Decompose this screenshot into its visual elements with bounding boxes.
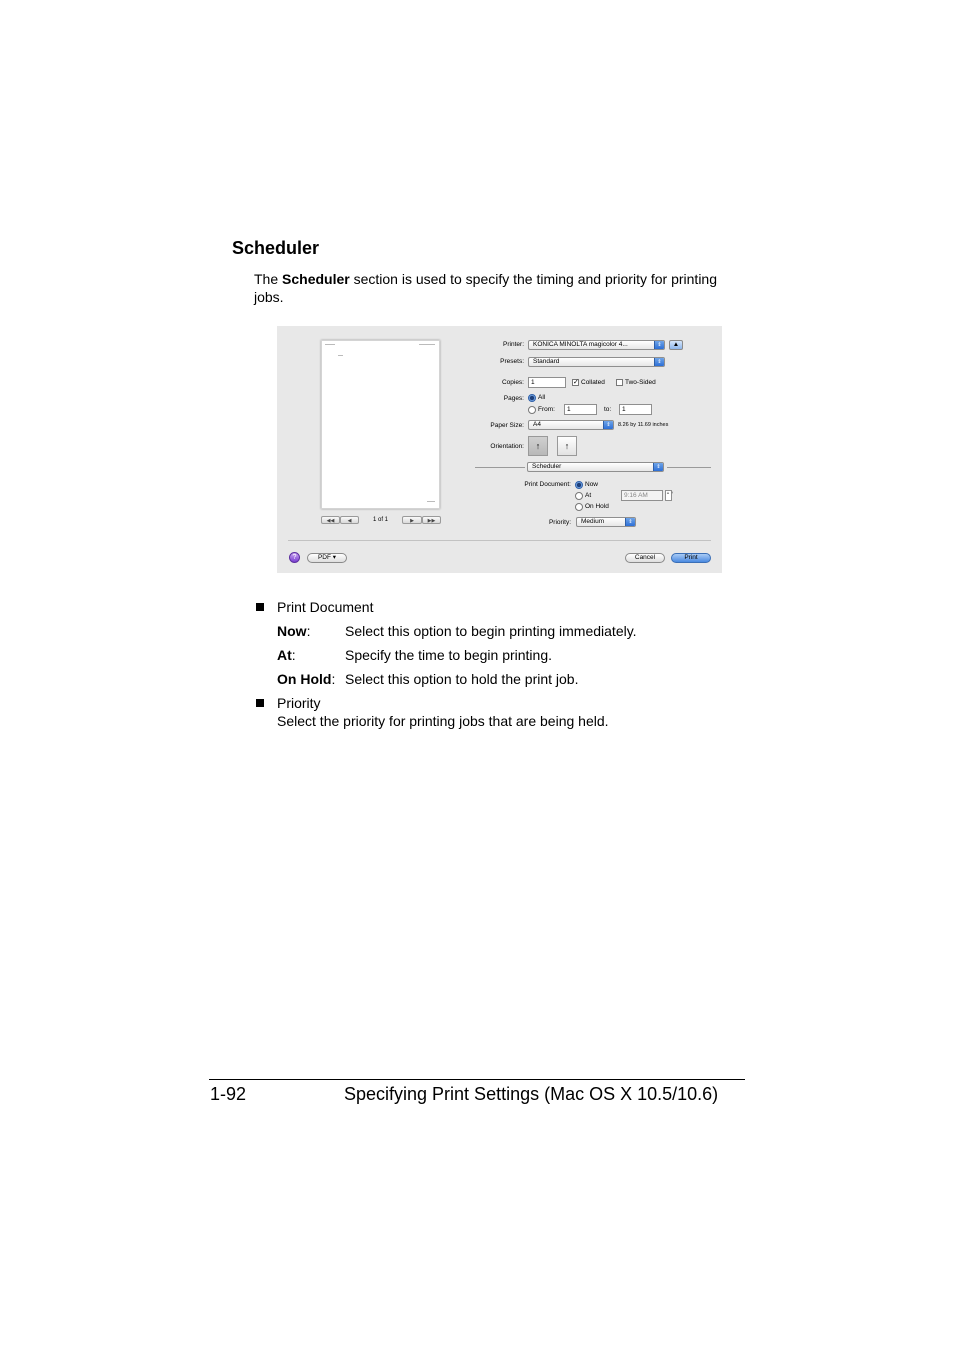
printer-popup[interactable] <box>528 340 665 350</box>
copies-label: Copies: <box>501 379 524 386</box>
footer-title: Specifying Print Settings (Mac OS X 10.5/10.6) <box>344 1084 719 1104</box>
on-hold-description: Select this option to hold the print job. <box>345 671 579 687</box>
presets-label: Presets: <box>500 358 524 365</box>
paper-size-popup[interactable] <box>528 420 614 430</box>
pages-to-field[interactable]: 1 <box>619 404 652 415</box>
panel-value: Scheduler <box>532 463 562 470</box>
bullet-priority <box>256 699 264 707</box>
bottom-separator <box>288 540 711 541</box>
pdf-button[interactable]: PDF ▾ <box>307 553 347 563</box>
landscape-orientation-button[interactable] <box>557 436 577 456</box>
pages-from-radio[interactable] <box>528 406 536 414</box>
preview-page <box>321 340 440 509</box>
popup-arrows-icon: ⇕ <box>625 518 635 526</box>
two-sided-label: Two-Sided <box>625 379 656 386</box>
intro-post: section is used to specify the timing and priority for printing jobs. <box>254 271 718 305</box>
checkmark-icon: ✓ <box>573 379 579 386</box>
now-label: Now <box>585 481 599 488</box>
priority-label: Priority: <box>548 519 571 526</box>
priority-value: Medium <box>581 518 605 525</box>
popup-arrows-icon: ⇕ <box>654 341 664 349</box>
now-description: Select this option to begin printing immediately. <box>345 623 637 639</box>
priority-description: Select the priority for printing jobs that are being held. <box>277 713 609 729</box>
now-term <box>277 622 310 640</box>
page-count: 1 of 1 <box>373 517 389 523</box>
list-item-priority: Priority <box>277 695 321 711</box>
print-dialog-screenshot <box>277 326 722 573</box>
printer-label: Printer: <box>503 341 524 348</box>
at-time-field[interactable]: 9:16 AM <box>621 490 663 501</box>
pages-all-label: All <box>538 394 546 401</box>
help-button[interactable] <box>289 552 300 563</box>
paper-size-label: Paper Size: <box>490 422 524 429</box>
at-label: At <box>585 492 592 499</box>
copies-field[interactable]: 1 <box>528 377 566 388</box>
on-hold-term-colon: : <box>331 671 336 687</box>
now-term-bold: Now <box>277 623 307 639</box>
separator-left <box>475 467 525 468</box>
popup-arrows-icon: ⇕ <box>654 358 664 366</box>
portrait-orientation-button[interactable] <box>528 436 548 456</box>
at-term-bold: At <box>277 647 292 663</box>
on-hold-term <box>277 670 335 688</box>
triangle-up-icon: ▲ <box>672 341 680 348</box>
on-hold-radio[interactable] <box>575 503 583 511</box>
now-term-colon: : <box>306 623 311 639</box>
stepper-arrows-icon: ▲▼ <box>666 490 674 495</box>
expand-dialog-button[interactable] <box>669 340 683 350</box>
panel-popup[interactable] <box>527 462 664 472</box>
first-page-button[interactable]: ◀◀ <box>321 516 340 524</box>
paper-size-value: A4 <box>533 421 541 428</box>
paper-size-dims: 8.26 by 11.69 inches <box>618 422 669 428</box>
at-term-colon: : <box>291 647 296 663</box>
presets-value: Standard <box>533 358 560 365</box>
on-hold-label: On Hold <box>585 503 609 510</box>
orientation-label: Orientation: <box>490 443 524 450</box>
pages-from-label: From: <box>538 406 555 413</box>
intro-bold: Scheduler <box>282 271 350 287</box>
last-page-button[interactable]: ▶▶ <box>422 516 441 524</box>
help-icon: ? <box>292 554 297 561</box>
collated-label: Collated <box>581 379 605 386</box>
now-radio[interactable] <box>575 481 583 489</box>
at-radio[interactable] <box>575 492 583 500</box>
cancel-button[interactable]: Cancel <box>625 553 665 563</box>
separator-right <box>667 467 711 468</box>
print-document-label: Print Document: <box>524 481 571 488</box>
list-item-print-document: Print Document <box>277 599 374 615</box>
bullet-print-document <box>256 603 264 611</box>
at-description: Specify the time to begin printing. <box>345 647 553 663</box>
presets-popup[interactable] <box>528 357 665 367</box>
footer-rule <box>209 1079 745 1080</box>
collated-checkbox[interactable] <box>572 379 579 386</box>
print-button[interactable]: Print <box>671 553 711 563</box>
intro-paragraph <box>254 270 744 306</box>
section-heading: Scheduler <box>232 238 320 258</box>
popup-arrows-icon: ⇕ <box>603 421 613 429</box>
prev-page-button[interactable]: ◀ <box>340 516 359 524</box>
page-number: 1-92 <box>210 1084 247 1104</box>
priority-popup[interactable] <box>576 517 636 527</box>
time-stepper[interactable] <box>665 490 672 501</box>
printer-value: KONICA MINOLTA magicolor 4... <box>533 341 628 348</box>
two-sided-checkbox[interactable] <box>616 379 623 386</box>
pages-all-radio[interactable] <box>528 394 536 402</box>
intro-pre: The <box>254 271 283 287</box>
pages-to-label: to: <box>604 406 612 413</box>
landscape-icon: ↑ <box>564 441 570 451</box>
pages-label: Pages: <box>503 395 524 402</box>
next-page-button[interactable]: ▶ <box>402 516 422 524</box>
popup-arrows-icon: ⇕ <box>653 463 663 471</box>
portrait-icon: ↑ <box>535 441 541 451</box>
pages-from-field[interactable]: 1 <box>564 404 597 415</box>
at-term <box>277 646 296 664</box>
on-hold-term-bold: On Hold <box>277 671 332 687</box>
